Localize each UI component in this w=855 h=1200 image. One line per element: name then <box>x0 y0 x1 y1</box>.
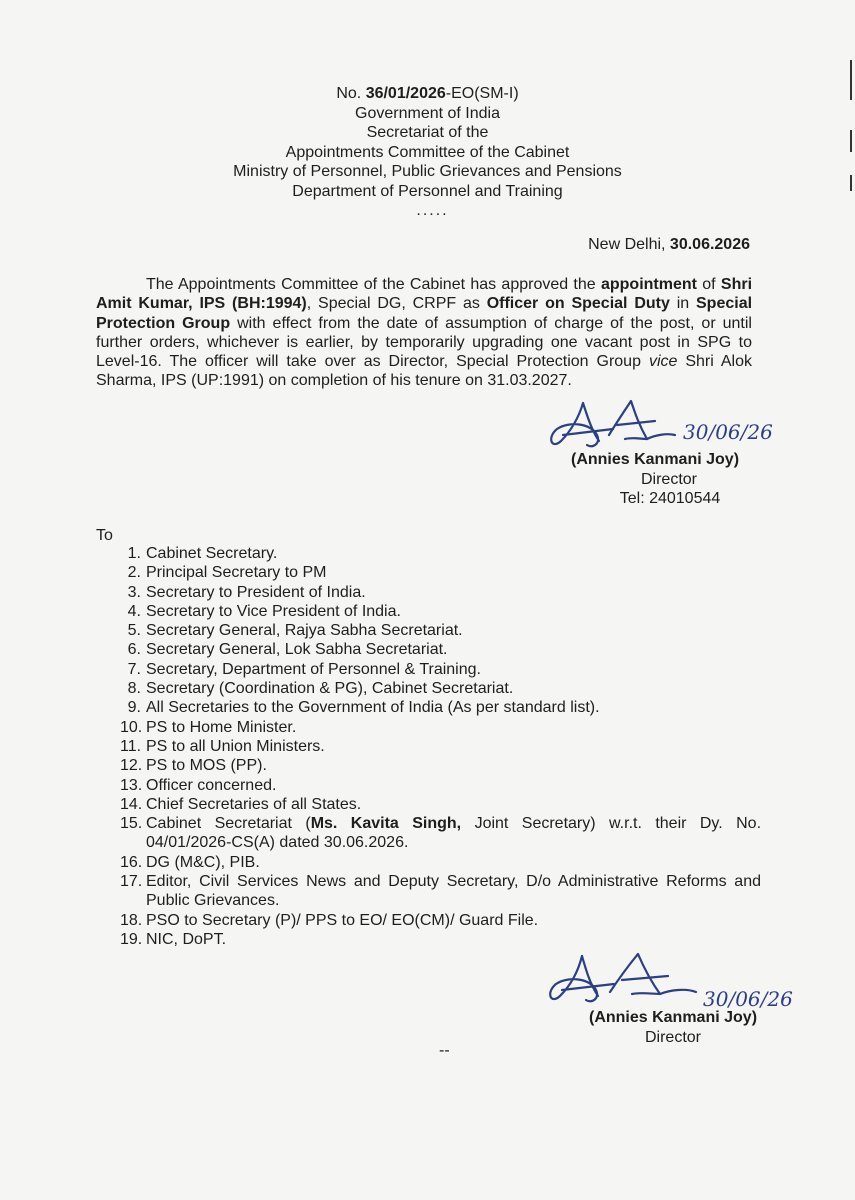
signatory-name: (Annies Kanmani Joy) <box>570 451 740 468</box>
list-item: 13. Officer concerned. <box>120 776 277 794</box>
list-item: 18. PSO to Secretary (P)/ PPS to EO/ EO(CM)/ Guard File. <box>120 911 539 929</box>
to-label: To <box>96 527 113 544</box>
signatory-title: Director <box>644 1028 701 1046</box>
list-item: 1. Cabinet Secretary. <box>127 545 278 562</box>
signatory-title: Director <box>640 470 697 488</box>
order-paragraph: The Appointments Committee of the Cabinet has approved the appointment of Shri Amit Kumar, IPS (BH:1994), Special DG, CRPF as Officer on Special Duty in Special Protection Group with effect from the date of assumption of charge of the post, or until further orders, whichever is earlier, by temporarily upgrading one vacant post in SPG to Level-16. The officer will take over as Director, Special Protection Group vice Shri Alok Sharma, IPS (UP:1991) on completion of his tenure on 31.03.2027. <box>96 276 753 390</box>
signatory-name: (Annies Kanmani Joy) <box>588 1009 758 1026</box>
header-line-government: Government of India <box>355 104 500 122</box>
header-line-acc: Appointments Committee of the Cabinet <box>285 143 570 161</box>
header-line-department: Department of Personnel and Training <box>292 182 563 200</box>
signatory-block-2 <box>558 1008 788 1047</box>
list-item: 9. All Secretaries to the Government of India (As per standard list). <box>127 699 600 717</box>
header-line-secretariat: Secretariat of the <box>366 124 489 141</box>
list-item: 15. Cabinet Secretariat (Ms. Kavita Singh, Joint Secretary) w.r.t. their Dy. No. 04/01/2026-CS(A) dated 30.06.2026. <box>120 815 762 852</box>
header-line-ministry: Ministry of Personnel, Public Grievances and Pensions <box>233 163 622 180</box>
list-item: 11. PS to all Union Ministers. <box>120 737 325 755</box>
list-item: 12. PS to MOS (PP). <box>120 757 267 775</box>
list-item: 7. Secretary, Department of Personnel & Training. <box>127 660 481 678</box>
list-item: 4. Secretary to Vice President of India. <box>127 602 401 620</box>
list-item: 2. Principal Secretary to PM <box>127 564 327 582</box>
list-item: 8. Secretary (Coordination & PG), Cabinet Secretariat. <box>127 680 514 698</box>
signature-date-1: 30/06/26 <box>683 420 773 444</box>
list-item: 3. Secretary to President of India. <box>127 583 366 601</box>
list-item: 16. DG (M&C), PIB. <box>120 853 260 871</box>
list-item: 19. NIC, DoPT. <box>120 930 227 948</box>
distribution-list <box>96 544 761 949</box>
list-item: 6. Secretary General, Lok Sabha Secretariat. <box>127 641 448 659</box>
list-item: 14. Chief Secretaries of all States. <box>120 795 362 813</box>
list-item: 5. Secretary General, Rajya Sabha Secretariat. <box>127 622 463 640</box>
list-item: 17. Editor, Civil Services News and Deputy Secretary, D/o Administrative Reforms and Public Grievances. <box>120 873 761 910</box>
signature-date-2: 30/06/26 <box>703 987 793 1011</box>
signatory-block-1 <box>540 450 770 509</box>
dateline: New Delhi, 30.06.2026 <box>588 236 750 253</box>
order-number: No. 36/01/2026-EO(SM-I) <box>336 85 519 102</box>
page-end-mark: -- <box>439 1042 450 1059</box>
list-item: 10. PS to Home Minister. <box>120 718 297 736</box>
signatory-tel: Tel: 24010544 <box>619 490 721 507</box>
document-header <box>0 84 855 221</box>
header-dots: ..... <box>416 202 449 219</box>
